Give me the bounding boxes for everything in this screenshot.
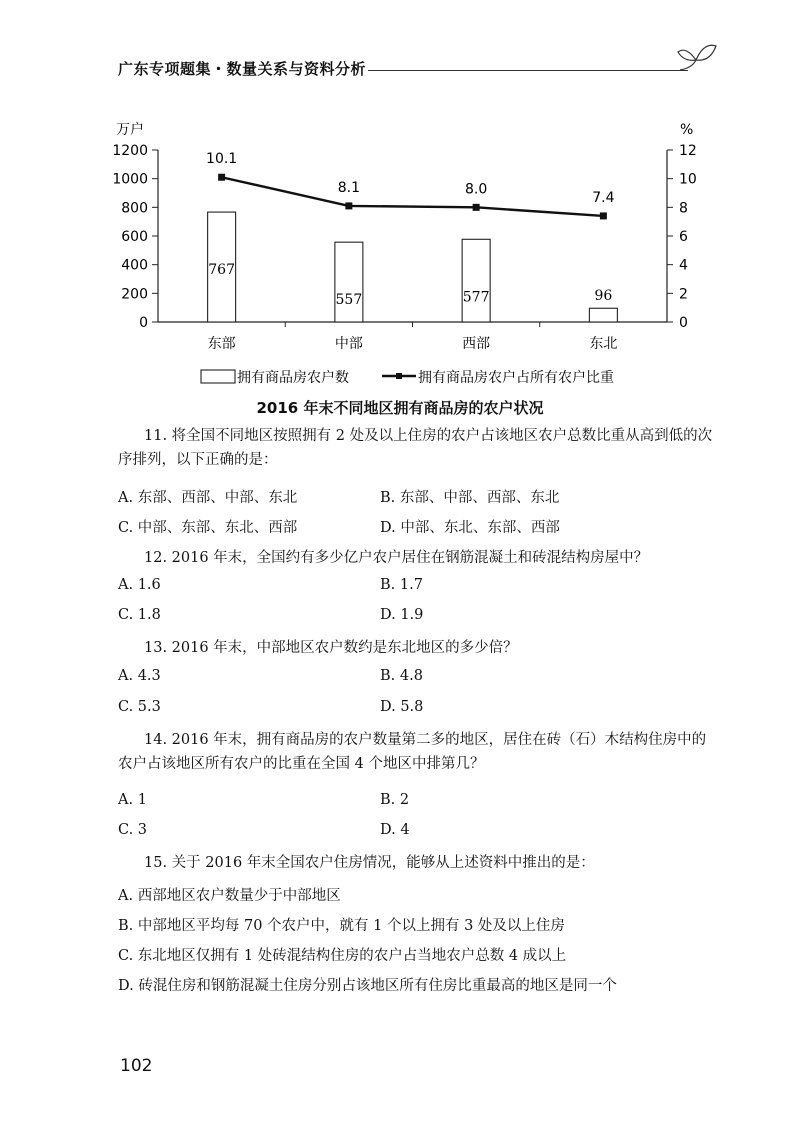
- question-12-option-d[interactable]: D. 1.9: [380, 607, 424, 623]
- right-tick-label: 6: [679, 229, 688, 245]
- bar-东北: [589, 308, 617, 322]
- question-11-option-b[interactable]: B. 东部、中部、西部、东北: [380, 490, 560, 506]
- question-15-stem: 15. 关于 2016 年末全国农户住房情况，能够从上述资料中推出的是：: [144, 855, 595, 871]
- question-14-stem: 14. 2016 年末，拥有商品房的农户数量第二多的地区，居住在砖（石）木结构住房中的农户占该地区所有农户的比重在全国 4 个地区中排第几？: [118, 732, 707, 772]
- bar-中部: [335, 242, 363, 322]
- line-value-label: 8.1: [337, 179, 361, 196]
- question-13-option-b[interactable]: B. 4.8: [380, 668, 423, 684]
- question-13-stem: 13. 2016 年末，中部地区农户数约是东北地区的多少倍？: [144, 640, 518, 656]
- legend-line-label: 拥有商品房农户占所有农户比重: [418, 370, 614, 386]
- right-tick-label: 12: [679, 143, 697, 159]
- bar-西部: [462, 239, 490, 322]
- question-12-option-c[interactable]: C. 1.8: [118, 607, 161, 623]
- question-11-option-c[interactable]: C. 中部、东部、东北、西部: [118, 520, 298, 536]
- bar-value-label: 577: [462, 289, 490, 306]
- left-tick-label: 800: [121, 200, 148, 217]
- bar-value-label: 96: [594, 288, 613, 305]
- bar-line-chart: [0, 110, 800, 395]
- header-rule: [368, 70, 688, 71]
- right-axis-unit: %: [680, 122, 694, 138]
- running-header-title: 广东专项题集・数量关系与资料分析: [118, 60, 367, 78]
- question-15-option-c[interactable]: C. 东北地区仅拥有 1 处砖混结构住房的农户占当地农户总数 4 成以上: [118, 948, 567, 964]
- x-category-label: 东北: [589, 336, 618, 352]
- chart-legend: [201, 369, 614, 386]
- line-point: [600, 212, 607, 219]
- question-14-option-c[interactable]: C. 3: [118, 822, 148, 838]
- proportion-line: [222, 177, 604, 216]
- line-point: [345, 202, 352, 209]
- line-point: [473, 204, 480, 211]
- right-tick-label: 0: [679, 315, 688, 331]
- question-15-option-b[interactable]: B. 中部地区平均每 70 个农户中，就有 1 个以上拥有 3 处及以上住房: [118, 918, 565, 934]
- right-tick-label: 8: [679, 200, 688, 217]
- right-tick-label: 10: [679, 171, 697, 188]
- question-14-option-a[interactable]: A. 1: [118, 792, 147, 808]
- question-12-option-a[interactable]: A. 1.6: [118, 577, 161, 593]
- right-tick-label: 4: [679, 257, 688, 274]
- x-category-label: 西部: [462, 336, 491, 352]
- left-tick-label: 400: [121, 257, 148, 274]
- question-13-option-a[interactable]: A. 4.3: [118, 668, 161, 684]
- left-tick-label: 1000: [112, 171, 148, 188]
- left-tick-label: 600: [121, 229, 148, 245]
- x-category-label: 中部: [334, 336, 363, 352]
- x-category-label: 东部: [207, 336, 236, 352]
- left-axis-unit: 万户: [116, 122, 144, 138]
- legend-bar-label: 拥有商品房农户数: [237, 370, 349, 386]
- line-point: [218, 174, 225, 181]
- chart-title: 2016 年末不同地区拥有商品房的农户状况: [256, 399, 544, 417]
- question-15-option-a[interactable]: A. 西部地区农户数量少于中部地区: [118, 888, 341, 904]
- question-12-stem: 12. 2016 年末，全国约有多少亿户农户居住在钢筋混凝土和砖混结构房屋中？: [144, 550, 649, 566]
- question-11-stem: 11. 将全国不同地区按照拥有 2 处及以上住房的农户占该地区农户总数比重从高到低的次序排列，以下正确的是：: [118, 428, 713, 468]
- page-number: 102: [120, 1056, 153, 1076]
- question-15-option-d[interactable]: D. 砖混住房和钢筋混凝土住房分别占该地区所有住房比重最高的地区是同一个: [118, 978, 617, 994]
- line-value-label: 10.1: [206, 151, 238, 168]
- question-12-option-b[interactable]: B. 1.7: [380, 577, 423, 593]
- question-14-option-d[interactable]: D. 4: [380, 822, 410, 838]
- question-11-option-a[interactable]: A. 东部、西部、中部、东北: [118, 490, 298, 506]
- legend-bar-swatch: [201, 370, 235, 383]
- bar-value-label: 767: [208, 262, 235, 279]
- question-13-option-c[interactable]: C. 5.3: [118, 699, 161, 715]
- right-tick-label: 2: [679, 286, 688, 303]
- legend-line-marker: [396, 373, 402, 379]
- leaf-icon: [676, 38, 720, 78]
- left-tick-label: 1200: [112, 143, 148, 159]
- question-13-option-d[interactable]: D. 5.8: [380, 699, 424, 715]
- question-14-option-b[interactable]: B. 2: [380, 792, 410, 808]
- left-tick-label: 200: [121, 286, 148, 303]
- question-11-option-d[interactable]: D. 中部、东北、东部、西部: [380, 520, 560, 536]
- left-tick-label: 0: [139, 315, 148, 331]
- line-value-label: 8.0: [464, 181, 488, 198]
- bar-value-label: 557: [335, 292, 363, 309]
- line-value-label: 7.4: [592, 189, 615, 206]
